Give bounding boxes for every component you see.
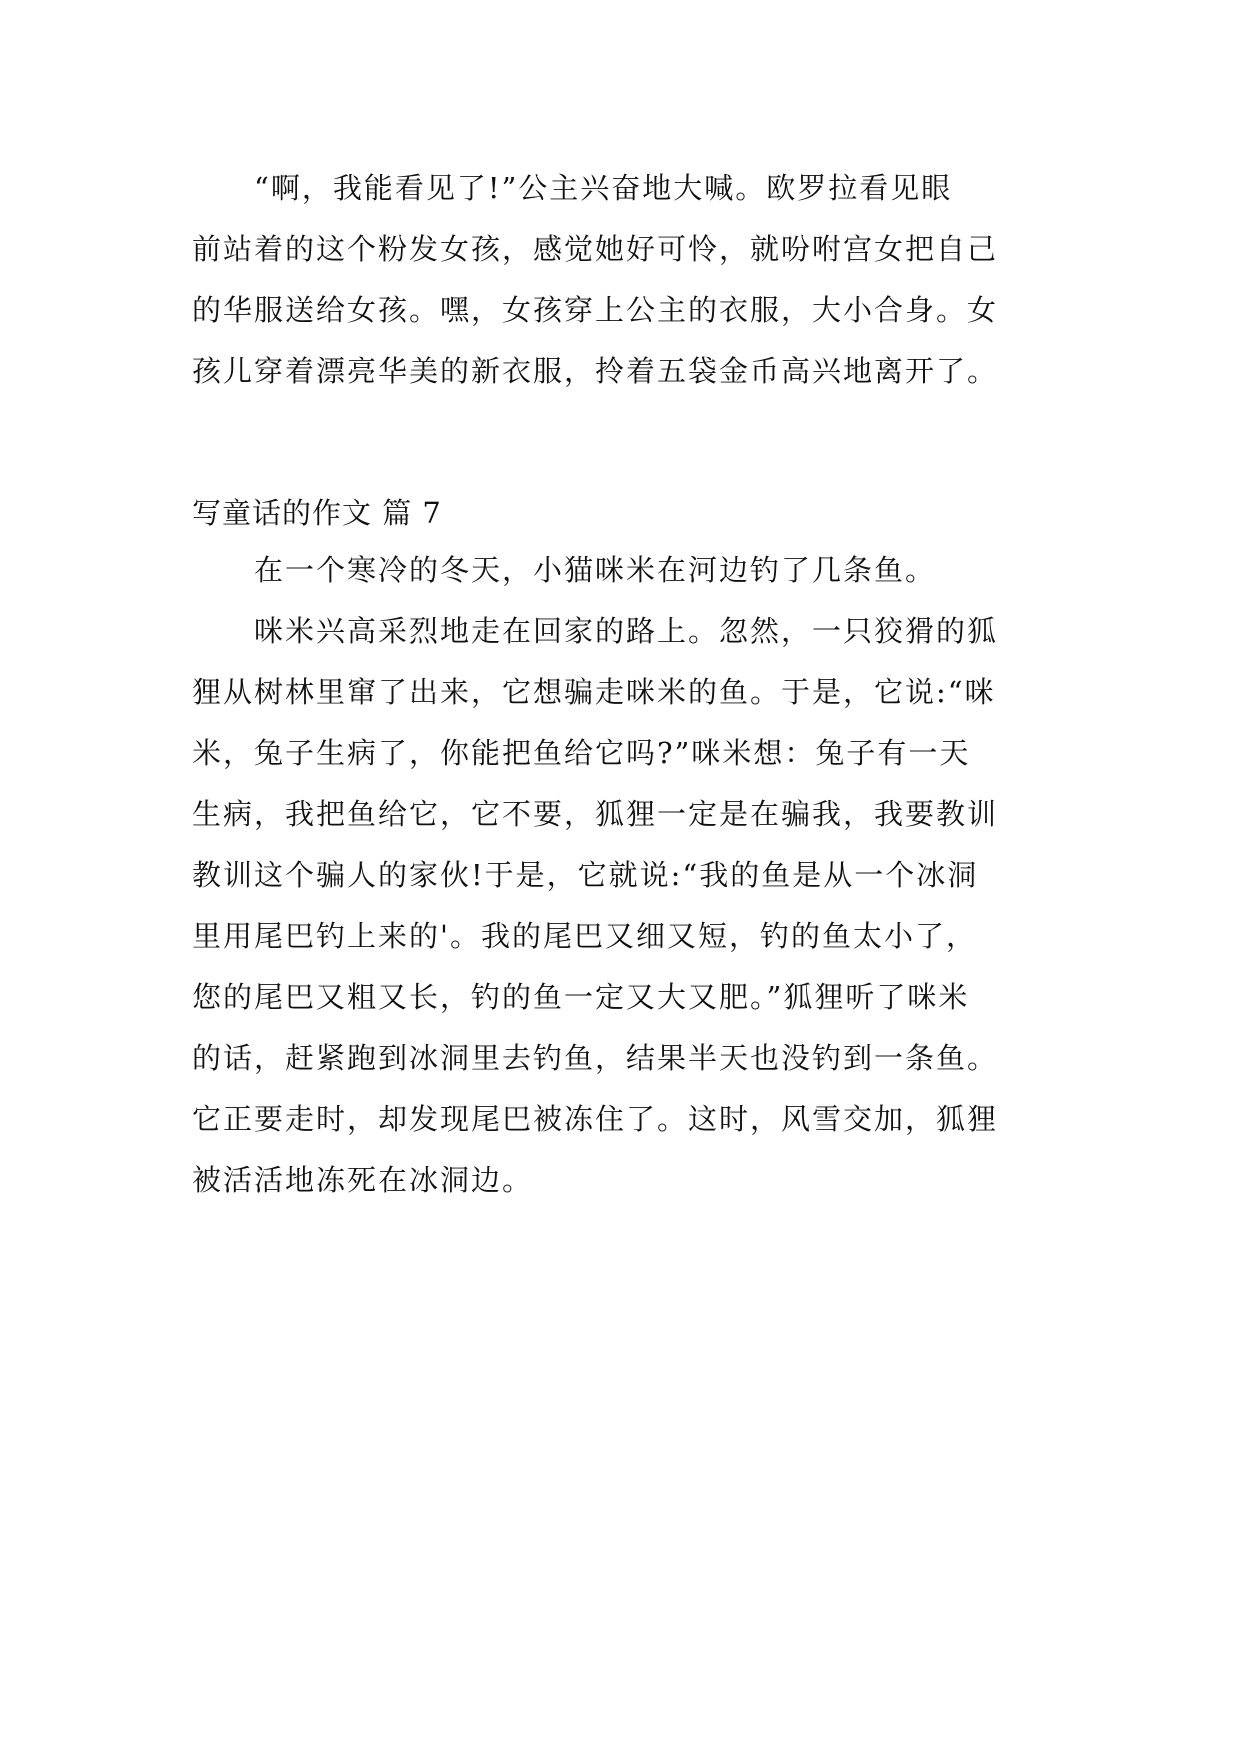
text-line: 狸从树林里窜了出来，它想骗走咪米的鱼。于是，它说:“咪 bbox=[192, 675, 996, 709]
text-line: 孩儿穿着漂亮华美的新衣服，拎着五袋金币高兴地离开了。 bbox=[192, 354, 999, 388]
text-line: 咪米兴高采烈地走在回家的路上。忽然，一只狡猾的狐 bbox=[254, 614, 999, 648]
section-heading: 写童话的作文 篇 7 bbox=[192, 496, 442, 530]
text-line: 被活活地冻死在冰洞边。 bbox=[192, 1163, 534, 1197]
text-line: 里用尾巴钓上来的'。我的尾巴又细又短，钓的鱼太小了， bbox=[192, 919, 977, 953]
document-body bbox=[192, 158, 1072, 1211]
text-line: “啊，我能看见了!”公主兴奋地大喊。欧罗拉看见眼 bbox=[254, 171, 953, 205]
text-line: 前站着的这个粉发女孩，感觉她好可怜，就吩咐宫女把自己 bbox=[192, 232, 999, 266]
paragraph-1 bbox=[192, 540, 1072, 601]
text-line: 在一个寒冷的冬天，小猫咪米在河边钓了几条鱼。 bbox=[254, 553, 937, 587]
text-line: 的话，赶紧跑到冰洞里去钓鱼，结果半天也没钓到一条鱼。 bbox=[192, 1041, 999, 1075]
text-line: 教训这个骗人的家伙!于是，它就说:“我的鱼是从一个冰洞 bbox=[192, 858, 979, 892]
section-gap bbox=[192, 402, 1072, 487]
paragraph-2 bbox=[192, 601, 1072, 1211]
text-line: 的华服送给女孩。嘿，女孩穿上公主的衣服，大小合身。女 bbox=[192, 293, 999, 327]
intro-paragraph bbox=[192, 158, 1072, 402]
text-line: 您的尾巴又粗又长，钓的鱼一定又大又肥。”狐狸听了咪米 bbox=[192, 980, 970, 1014]
text-line: 它正要走时，却发现尾巴被冻住了。这时，风雪交加，狐狸 bbox=[192, 1102, 999, 1136]
text-line: 米，兔子生病了，你能把鱼给它吗?”咪米想：兔子有一天 bbox=[192, 736, 971, 770]
text-line: 生病，我把鱼给它，它不要，狐狸一定是在骗我，我要教训 bbox=[192, 797, 999, 831]
